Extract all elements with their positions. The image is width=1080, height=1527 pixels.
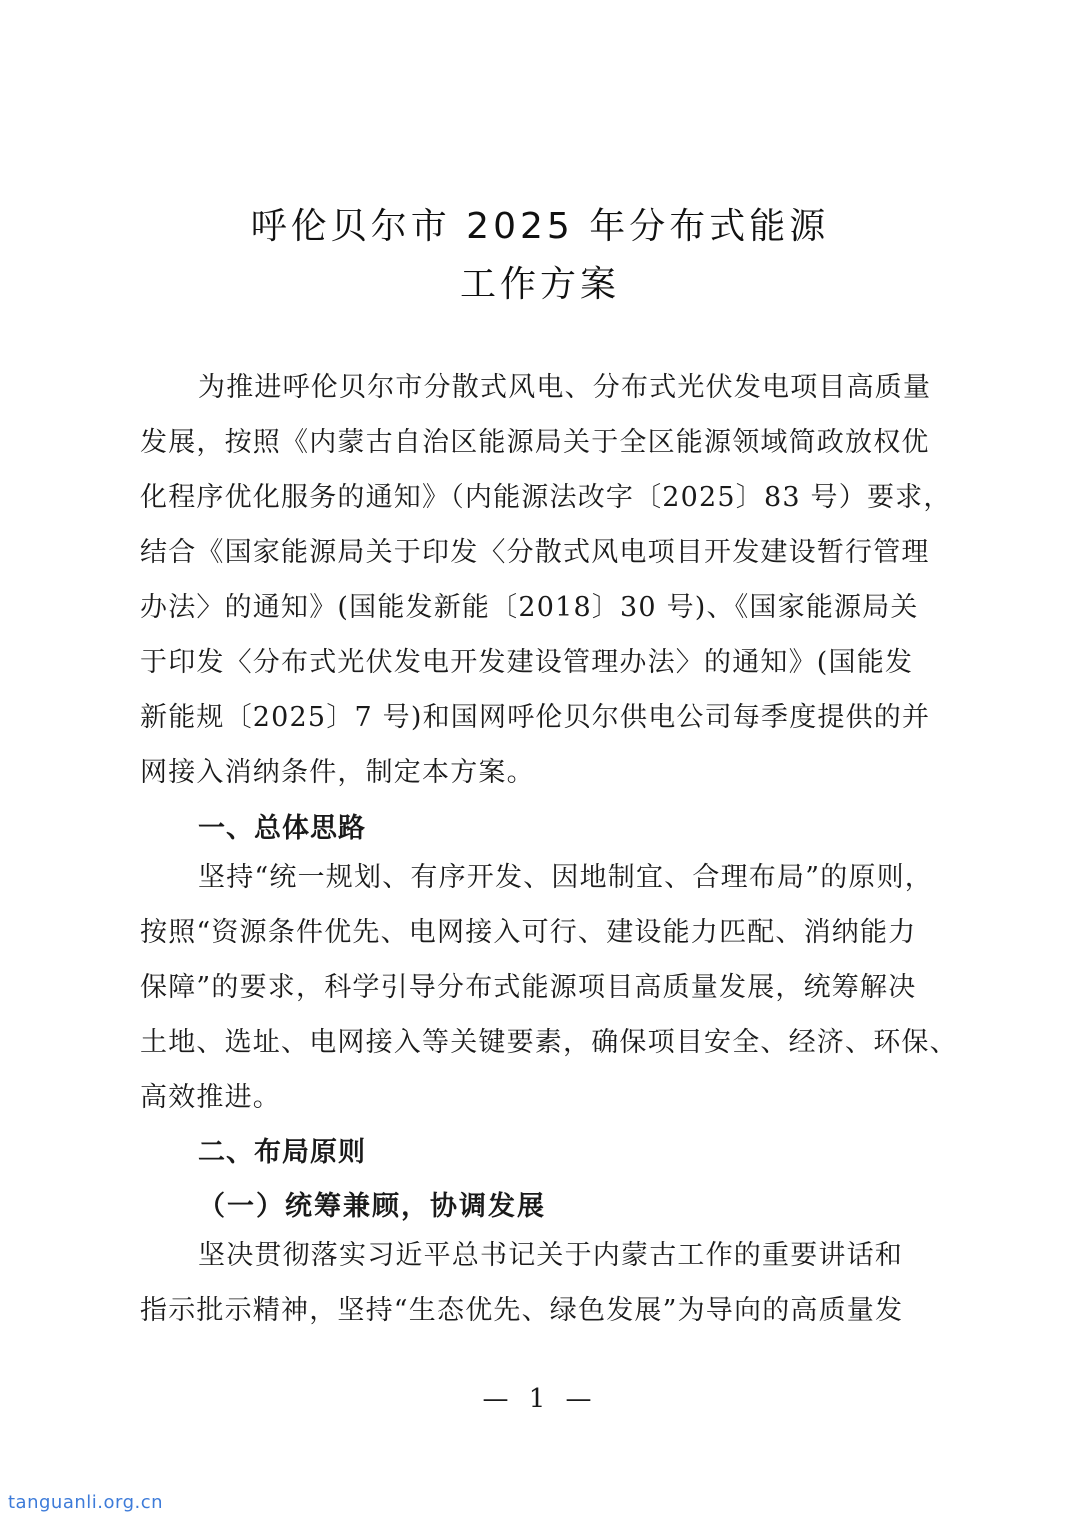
intro-line: 结合《国家能源局关于印发〈分散式风电项目开发建设暂行管理 [140,537,930,568]
intro-paragraph [140,360,952,800]
intro-line: 发展，按照《内蒙古自治区能源局关于全区能源领域简政放权优 [140,427,930,458]
document-title-line-2: 工作方案 [459,264,620,305]
section-1-line: 高效推进。 [140,1082,281,1113]
intro-line: 办法〉的通知》(国能发新能〔2018〕30 号)、《国家能源局关 [140,592,919,623]
section-1-line: 坚持“统一规划、有序开发、因地制宜、合理布局”的原则， [198,862,934,893]
section-heading-1: 一、总体思路 [198,813,366,844]
section-1-line: 保障”的要求，科学引导分布式能源项目高质量发展，统筹解决 [140,972,917,1003]
section-1-line: 土地、选址、电网接入等关键要素，确保项目安全、经济、环保、 [140,1027,958,1058]
section-2-line: 坚决贯彻落实习近平总书记关于内蒙古工作的重要讲话和 [198,1240,903,1271]
document-title-line-1: 呼伦贝尔市 2025 年分布式能源 [250,206,830,247]
intro-line: 新能规〔2025〕7 号)和国网呼伦贝尔供电公司每季度提供的并 [140,702,931,733]
page-number: — 1 — [482,1384,598,1414]
intro-line: 于印发〈分布式光伏发电开发建设管理办法〉的通知》(国能发 [140,647,914,678]
subsection-heading-1: （一）统筹兼顾，协调发展 [198,1191,546,1222]
intro-line: 网接入消纳条件，制定本方案。 [140,757,535,788]
watermark: tanguanli.org.cn [8,1492,164,1513]
section-2-line: 指示批示精神，坚持“生态优先、绿色发展”为导向的高质量发 [140,1295,904,1326]
intro-line: 为推进呼伦贝尔市分散式风电、分布式光伏发电项目高质量 [198,372,932,403]
section-1-paragraph [140,850,958,1125]
section-1-line: 按照“资源条件优先、电网接入可行、建设能力匹配、消纳能力 [140,917,917,948]
section-2-paragraph [140,1228,940,1338]
section-heading-2: 二、布局原则 [198,1137,366,1168]
intro-line: 化程序优化服务的通知》（内能源法改字〔2025〕83 号）要求， [140,482,952,513]
